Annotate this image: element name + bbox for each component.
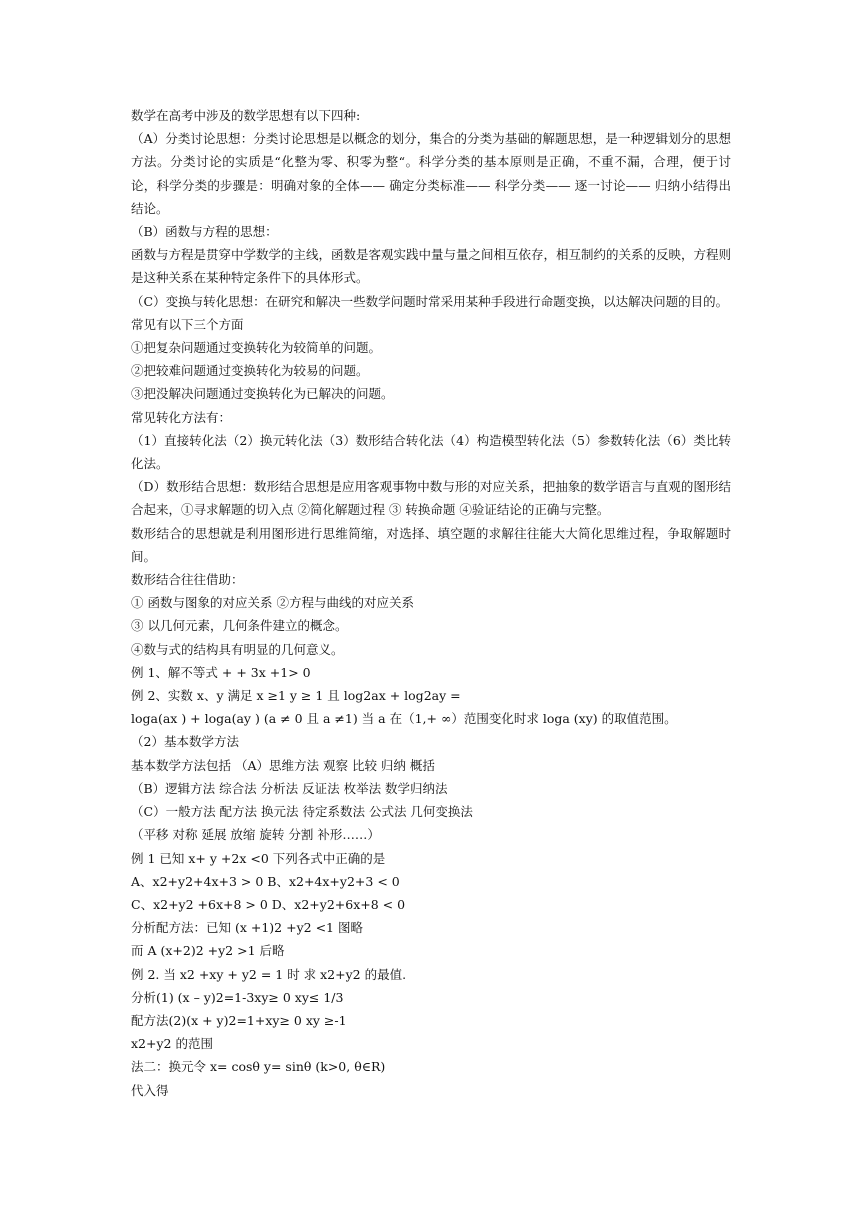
text-line: 常见转化方法有： xyxy=(131,409,232,425)
text-line: 基本数学方法包括 （A）思维方法 观察 比较 归纳 概括 xyxy=(131,757,435,773)
text-line: 分析配方法：已知 (x +1)2 +y2 <1 图略 xyxy=(131,920,363,936)
text-line: 数形结合往往借助： xyxy=(131,572,244,588)
text-line: ③ 以几何元素，几何条件建立的概念。 xyxy=(131,618,348,634)
text-line: 例 2. 当 x2 +xy + y2 = 1 时 求 x2+y2 的最值. xyxy=(131,966,407,982)
text-line: 而 A (x+2)2 +y2 >1 后略 xyxy=(131,943,285,959)
text-line: 数学在高考中涉及的数学思想有以下四种: xyxy=(131,108,361,123)
text-line: 例 1 已知 x+ y +2x <0 下列各式中正确的是 xyxy=(131,850,386,866)
text-line: 数形结合的思想就是利用图形进行思维简缩，对选择、填空题的求解往往能大大简化思维过程，争取解题时间。 xyxy=(131,525,731,564)
text-line: ③把没解决问题通过变换转化为已解决的问题。 xyxy=(131,386,394,402)
text-line: （C）一般方法 配方法 换元法 待定系数法 公式法 几何变换法 xyxy=(131,804,473,820)
text-line: 函数与方程是贯穿中学数学的主线，函数是客观实践中量与量之间相互依存，相互制约的关系的反映，方程则是这种关系在某种特定条件下的具体形式。 xyxy=(131,247,732,286)
text-line: （A）分类讨论思想：分类讨论思想是以概念的划分，集合的分类为基础的解题思想，是一种逻辑划分的思想方法。分类讨论的实质是“化整为零、积零为整“。科学分类的基本原则是正确，不重不漏，合理，便于讨论，科学分类的步骤是：明确对象的全体—— 确定分类标准—— 科学分类—— 逐一讨论—— 归纳小结得出结论。 xyxy=(131,131,731,216)
document-body xyxy=(131,104,731,1102)
text-line: x2+y2 的范围 xyxy=(131,1036,213,1052)
text-line: 例 2、实数 x、y 满足 x ≥1 y ≥ 1 且 log2ax + log2ay = xyxy=(131,688,461,704)
text-line: （2）基本数学方法 xyxy=(131,734,239,750)
text-line: （C）变换与转化思想：在研究和解决一些数学问题时常采用某种手段进行命题变换，以达解决问题的目的。 xyxy=(131,293,729,309)
text-line: C、x2+y2 +6x+8 > 0 D、x2+y2+6x+8 < 0 xyxy=(131,896,406,912)
text-line: A、x2+y2+4x+3 > 0 B、x2+4x+y2+3 < 0 xyxy=(131,873,400,889)
text-line: 分析(1) (x – y)2=1-3xy≥ 0 xy≤ 1/3 xyxy=(131,989,344,1005)
text-line: ①把复杂问题通过变换转化为较简单的问题。 xyxy=(131,340,382,356)
text-line: （B）逻辑方法 综合法 分析法 反证法 枚举法 数学归纳法 xyxy=(131,780,448,796)
text-line: 例 1、解不等式 + + 3x +1> 0 xyxy=(131,664,311,680)
text-line: 法二：换元令 x= cosθ y= sinθ (k>0, θ∈R) xyxy=(131,1059,386,1075)
text-line: （B）函数与方程的思想： xyxy=(131,224,278,240)
text-line: （D）数形结合思想：数形结合思想是应用客观事物中数与形的对应关系，把抽象的数学语言与直观的图形结合起来，①寻求解题的切入点 ②简化解题过程 ③ 转换命题 ④验证结论的正确与完整。 xyxy=(131,479,731,518)
text-line: ① 函数与图象的对应关系 ②方程与曲线的对应关系 xyxy=(131,595,414,611)
text-line: ④数与式的结构具有明显的几何意义。 xyxy=(131,641,344,657)
text-line: （平移 对称 延展 放缩 旋转 分割 补形……） xyxy=(131,827,380,843)
text-line: （1）直接转化法（2）换元转化法（3）数形结合转化法（4）构造模型转化法（5）参数转化法（6）类比转化法。 xyxy=(131,432,731,472)
text-line: ②把较难问题通过变换转化为较易的问题。 xyxy=(131,363,369,379)
text-line: 代入得 xyxy=(131,1082,169,1098)
text-line: loga(ax ) + loga(ay ) (a ≠ 0 且 a ≠1) 当 a 在（1,+ ∞）范围变化时求 loga (xy) 的取值范围。 xyxy=(131,711,677,727)
text-line: 配方法(2)(x + y)2=1+xy≥ 0 xy ≥-1 xyxy=(131,1012,347,1028)
text-line: 常见有以下三个方面 xyxy=(131,316,244,332)
